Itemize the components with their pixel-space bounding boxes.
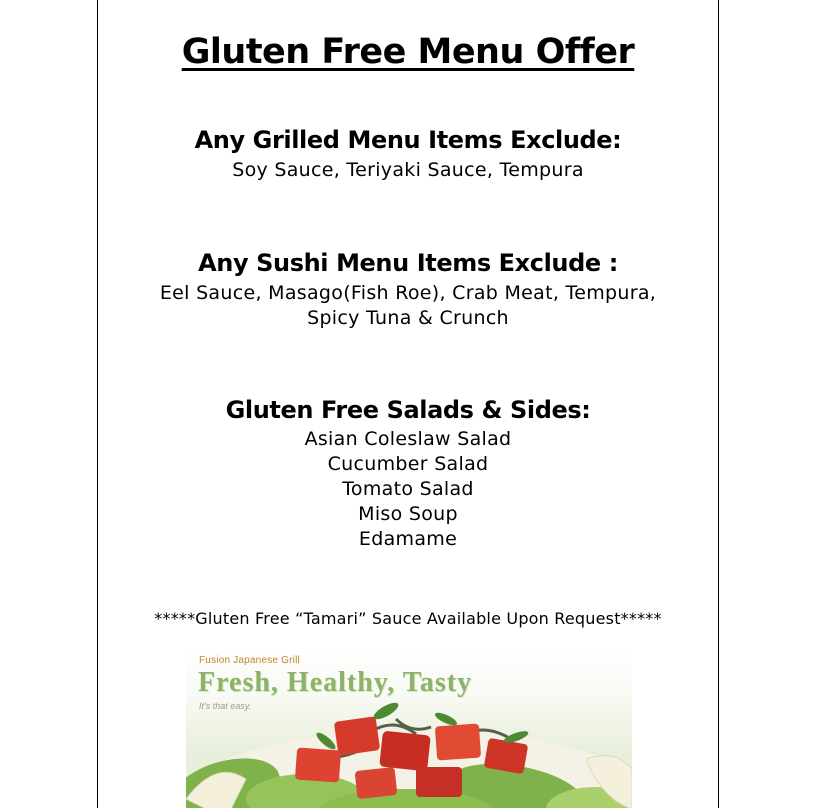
tamari-note: *****Gluten Free “Tamari” Sauce Available Upon Request*****	[154, 609, 662, 628]
salad-item: Asian Coleslaw Salad	[304, 428, 512, 450]
salad-item: Edamame	[358, 528, 458, 550]
section-heading-salads: Gluten Free Salads & Sides:	[225, 396, 591, 424]
grilled-exclusions: Soy Sauce, Teriyaki Sauce, Tempura	[232, 159, 584, 181]
banner-slogan: Fresh, Healthy, Tasty	[198, 667, 473, 698]
section-body-salads	[98, 427, 718, 552]
promo-banner	[186, 649, 632, 808]
sushi-exclusions-line-1: Eel Sauce, Masago(Fish Roe), Crab Meat, Tempura,	[159, 282, 657, 304]
section-heading-grilled: Any Grilled Menu Items Exclude:	[194, 126, 622, 154]
menu-page	[97, 0, 719, 808]
sushi-exclusions-line-2: Spicy Tuna & Crunch	[307, 307, 509, 329]
banner-small-text: It's that easy.	[199, 701, 252, 711]
salad-item: Miso Soup	[358, 503, 458, 525]
section-body-sushi	[98, 281, 718, 331]
salad-item: Tomato Salad	[342, 478, 474, 500]
section-heading-sushi: Any Sushi Menu Items Exclude :	[198, 249, 618, 277]
section-body-grilled	[98, 158, 718, 183]
banner-tagline: Fusion Japanese Grill	[199, 655, 300, 666]
salad-item: Cucumber Salad	[327, 453, 489, 475]
page-title: Gluten Free Menu Offer	[181, 32, 635, 72]
